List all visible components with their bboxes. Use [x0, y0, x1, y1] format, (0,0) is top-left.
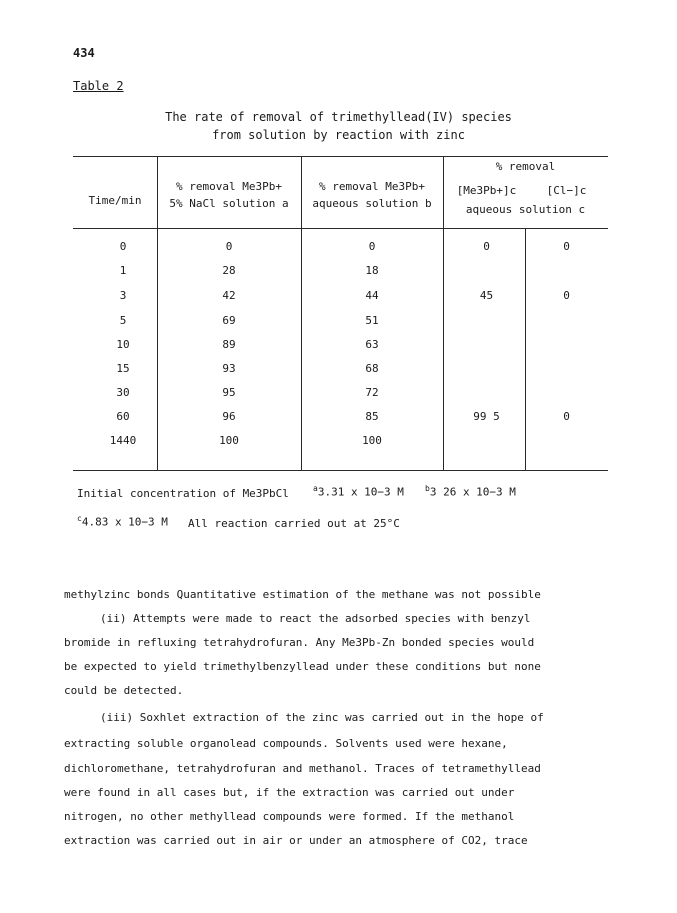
body-paragraph-1: methylzinc bonds Quantitative estimation of the methane was not possible [64, 588, 541, 601]
cell-nacl: 28 [222, 264, 236, 277]
header-chloride: [Cl−]c [546, 184, 587, 197]
cell-aqueous: 72 [365, 386, 379, 399]
body-paragraph-3-line5: nitrogen, no other methyllead compounds were formed. If the methanol [64, 810, 515, 823]
body-paragraph-3-line4: were found in all cases but, if the extraction was carried out under [64, 786, 515, 799]
cell-nacl: 69 [222, 314, 236, 327]
cell-aqueous: 85 [365, 410, 379, 423]
cell-nacl: 89 [222, 338, 236, 351]
footnote-a: $^a$3.31 x 10−3 M [313, 484, 404, 499]
cell-nacl: 0 [225, 240, 233, 253]
header-time: Time/min [88, 194, 142, 207]
cell-mepb: 99 5 [473, 410, 500, 423]
table-label: Table 2 [73, 79, 124, 93]
body-paragraph-2-line3: be expected to yield trimethylbenzyllead under these conditions but none [64, 660, 541, 673]
cell-chloride: 0 [563, 410, 570, 423]
table-top-rule [73, 156, 608, 157]
header-aqueous-line2: aqueous solution b [312, 197, 432, 210]
cell-mepb: 0 [483, 240, 490, 253]
cell-chloride: 0 [563, 289, 570, 302]
cell-time: 15 [116, 362, 130, 375]
cell-aqueous: 63 [365, 338, 379, 351]
header-aqueous-line1: % removal Me3Pb+ [319, 180, 425, 193]
header-group-sub: aqueous solution c [465, 203, 586, 216]
body-paragraph-2-line2: bromide in refluxing tetrahydrofuran. Any Me3Pb-Zn bonded species would [64, 636, 535, 649]
cell-time: 10 [116, 338, 130, 351]
cell-time: 3 [119, 289, 127, 302]
table-caption-line1: The rate of removal of trimethyllead(IV) species [165, 110, 512, 124]
header-nacl-line2: 5% NaCl solution a [169, 197, 289, 210]
footnote-b: $^b$3 26 x 10−3 M [425, 484, 516, 499]
cell-time: 60 [116, 410, 130, 423]
footnote-c-text: 4.83 x 10−3 M [81, 515, 168, 529]
cell-time: 30 [116, 386, 130, 399]
cell-nacl: 95 [222, 386, 236, 399]
cell-time: 0 [119, 240, 127, 253]
cell-aqueous: 18 [365, 264, 379, 277]
header-group: % removal [495, 160, 556, 173]
body-paragraph-3-line2: extracting soluble organolead compounds. Solvents used were hexane, [64, 737, 508, 750]
header-mepb: [Me3Pb+]c [456, 184, 517, 197]
footnote-c: $^c$4.83 x 10−3 M [77, 514, 168, 529]
cell-nacl: 42 [222, 289, 236, 302]
cell-aqueous: 100 [362, 434, 382, 447]
header-nacl-line1: % removal Me3Pb+ [176, 180, 282, 193]
cell-aqueous: 51 [365, 314, 379, 327]
header-nacl [157, 178, 301, 212]
body-paragraph-3-line6: extraction was carried out in air or under an atmosphere of CO2, trace [64, 834, 528, 847]
table-bottom-rule [73, 470, 608, 471]
cell-nacl: 93 [222, 362, 236, 375]
cell-mepb: 45 [479, 289, 494, 302]
page-number: 434 [73, 46, 95, 60]
cell-time: 5 [119, 314, 127, 327]
column-divider-4 [525, 228, 526, 471]
cell-nacl: 100 [219, 434, 239, 447]
footnote-a-text: 3.31 x 10−3 M [317, 485, 404, 499]
table-header-rule [73, 228, 608, 229]
body-paragraph-3-line3: dichloromethane, tetrahydrofuran and methanol. Traces of tetramethyllead [64, 762, 541, 775]
cell-chloride: 0 [563, 240, 570, 253]
footnote-b-text: 3 26 x 10−3 M [429, 485, 516, 499]
body-paragraph-3-line1: (iii) Soxhlet extraction of the zinc was carried out in the hope of [100, 711, 544, 724]
cell-nacl: 96 [222, 410, 236, 423]
cell-time: 1 [119, 264, 127, 277]
footnote-conditions: All reaction carried out at 25°C [188, 517, 400, 530]
footnote-initial: Initial concentration of Me3PbCl [77, 487, 289, 500]
body-paragraph-2-line1: (ii) Attempts were made to react the adsorbed species with benzyl [100, 612, 531, 625]
table-caption-line2: from solution by reaction with zinc [212, 128, 465, 142]
body-paragraph-2-line4: could be detected. [64, 684, 184, 697]
cell-aqueous: 68 [365, 362, 379, 375]
cell-aqueous: 0 [368, 240, 376, 253]
cell-aqueous: 44 [365, 289, 379, 302]
cell-time: 1440 [109, 434, 137, 447]
header-aqueous [301, 178, 443, 212]
